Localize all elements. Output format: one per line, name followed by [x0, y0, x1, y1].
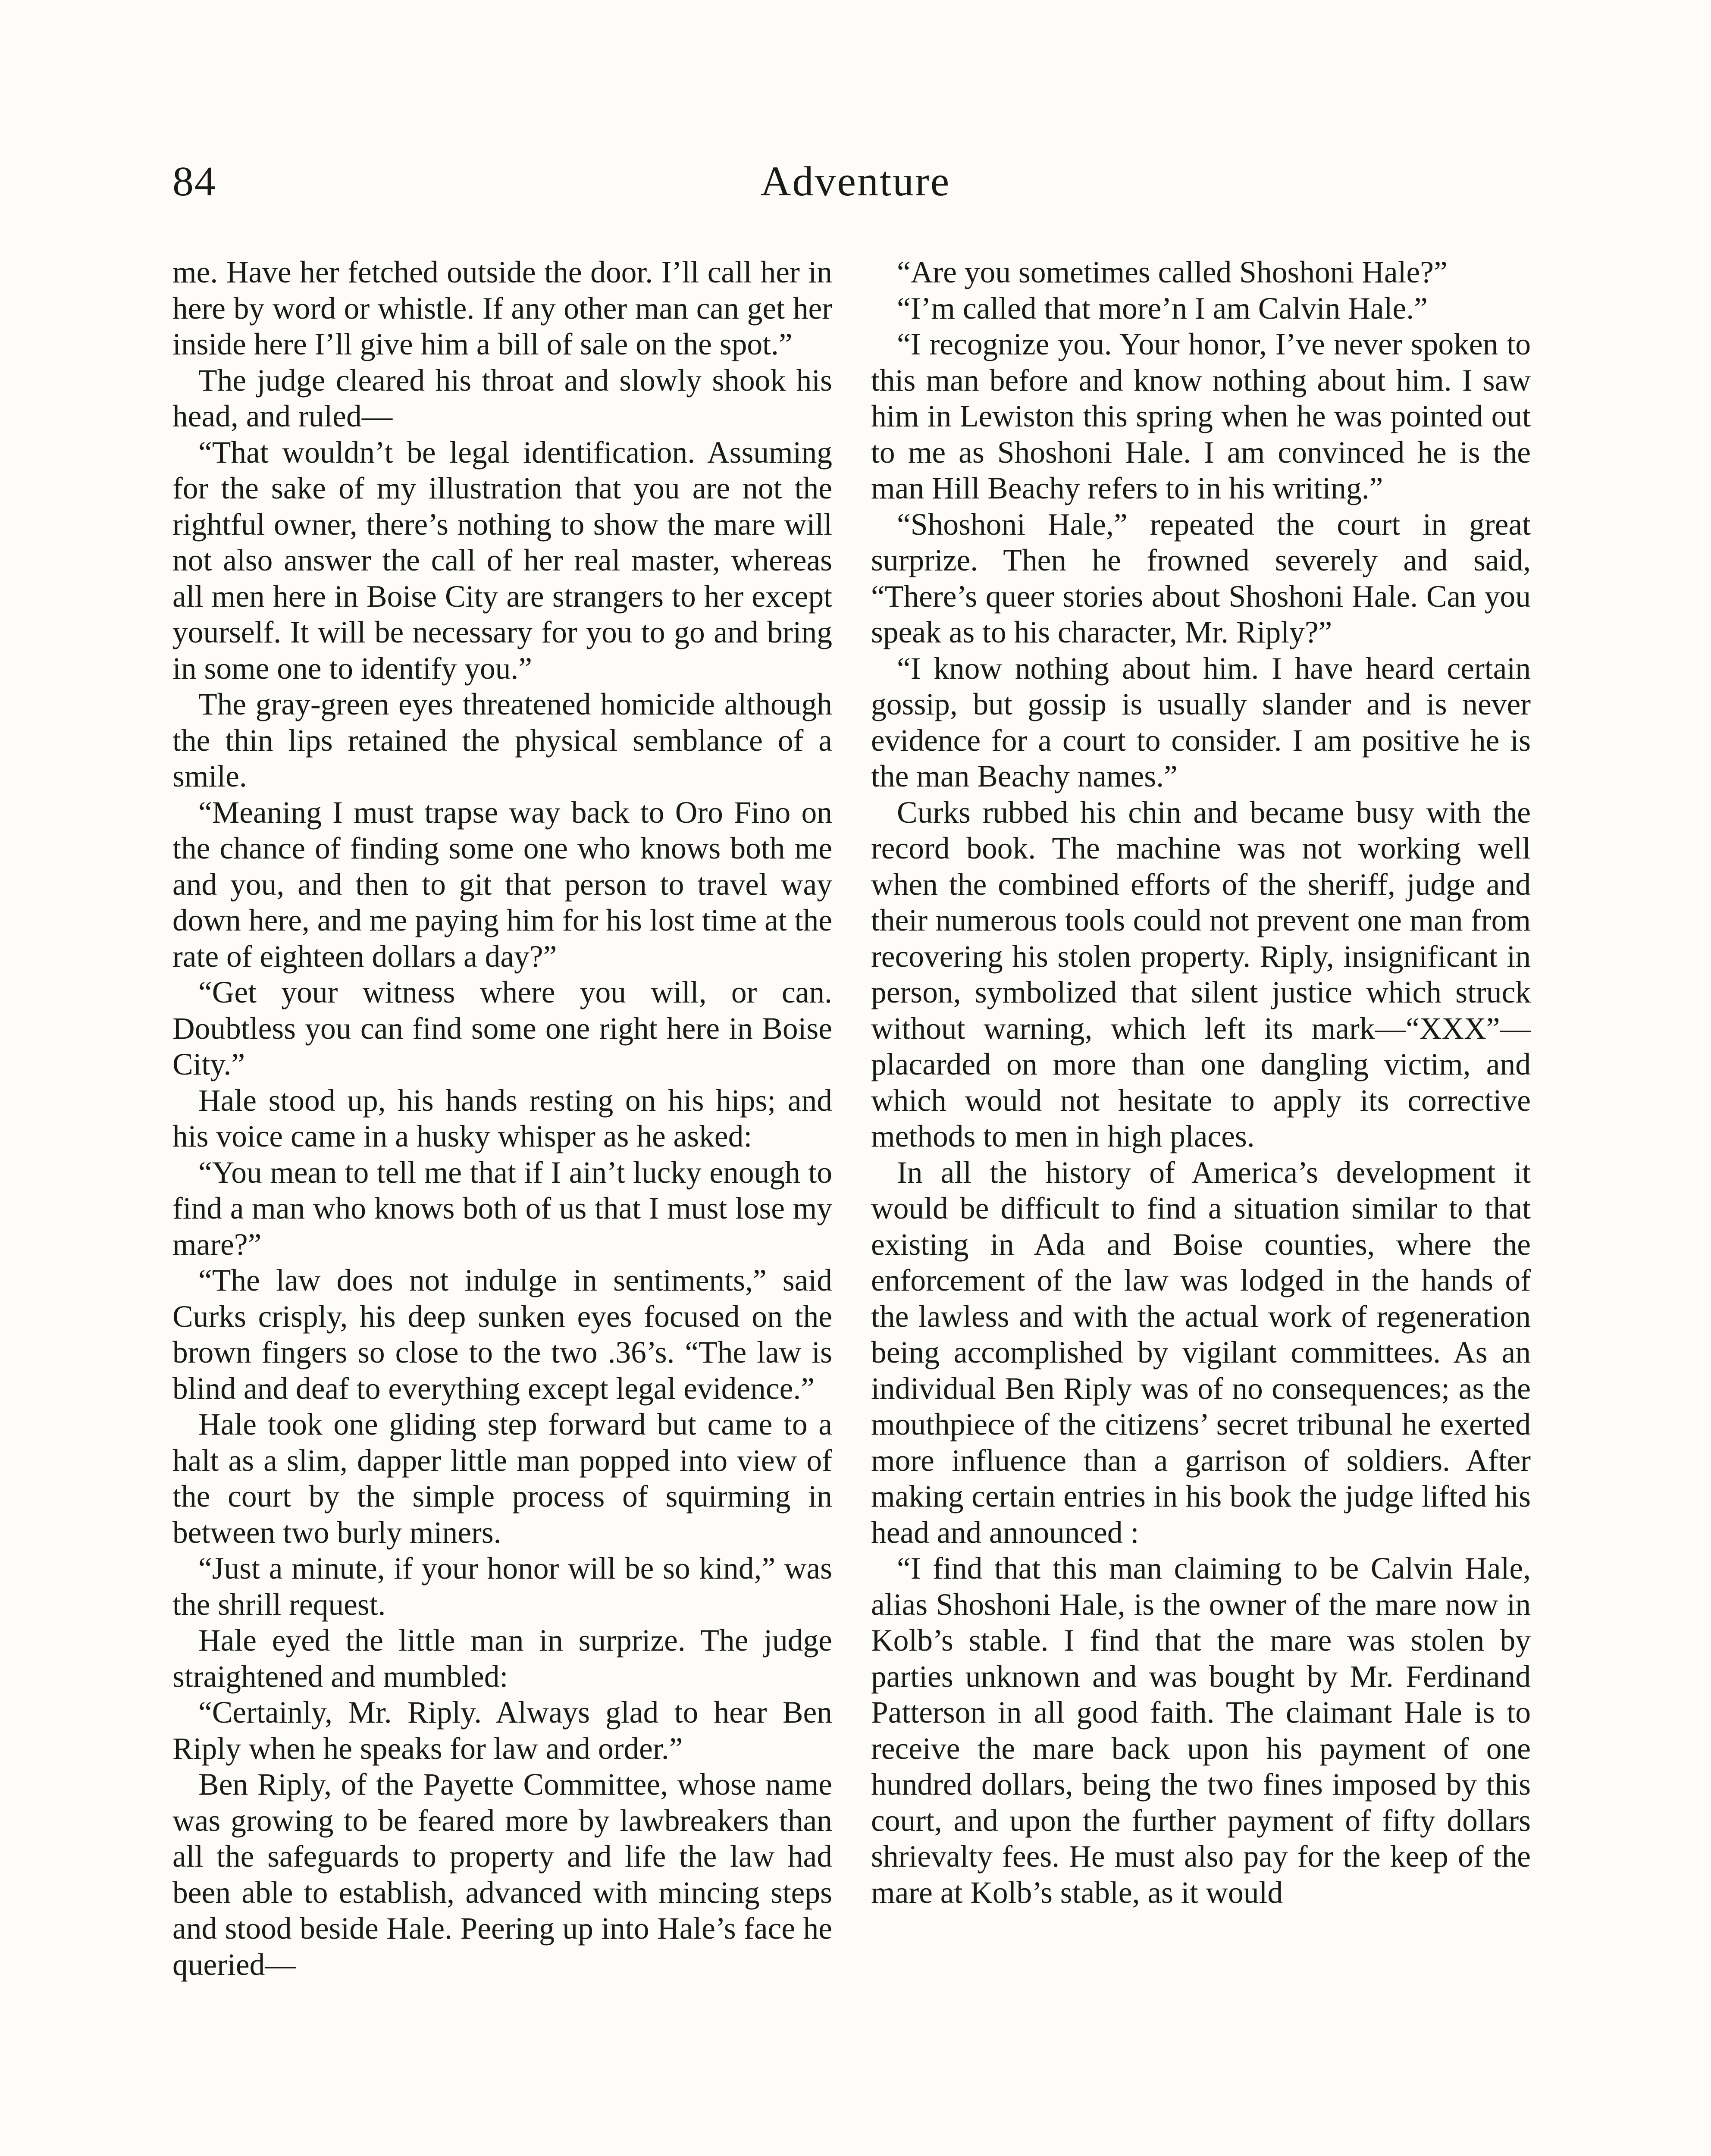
paragraph: “I’m called that more’n I am Calvin Hale.” [897, 291, 1428, 326]
paragraph: “Get your witness where you will, or can. Doubtless you can find some one right here in Boise City.” [172, 975, 832, 1081]
paragraph: Hale took one gliding step forward but came to a halt as a slim, dapper little man popped into view of the court by the simple process of squirming in between two burly miners. [172, 1407, 832, 1550]
running-title: Adventure [760, 158, 951, 205]
paragraph: “I find that this man claiming to be Calvin Hale, alias Shoshoni Hale, is the owner of the mare now in Kolb’s stable. I find that the mare was stolen by parties unknown and was bought by Mr. Ferdinand Patterson in all good faith. The claimant Hale is to receive the mare back upon his payment of one hundred dollars, being the two fines imposed by this court, and upon the further payment of fifty dollars shrievalty fees. He must also pay for the keep of the mare at Kolb’s stable, as it would [871, 1551, 1531, 1910]
page-number: 84 [172, 158, 216, 205]
paragraph: The judge cleared his throat and slowly shook his head, and ruled— [172, 363, 832, 433]
paragraph: The gray-green eyes threatened homicide although the thin lips retained the physical semblance of a smile. [172, 687, 832, 793]
paragraph: “Shoshoni Hale,” repeated the court in great surprize. Then he frowned severely and said, “There’s queer stories about Shoshoni Hale. Can you speak as to his character, Mr. Riply?” [871, 507, 1531, 649]
paragraph: “That wouldn’t be legal identification. Assuming for the sake of my illustration that you are not the rightful owner, there’s nothing to show the mare will not also answer the call of her real master, whereas all men here in Boise City are strangers to her except yourself. It will be necessary for you to go and bring in some one to identify you.” [172, 435, 832, 686]
paragraph: “You mean to tell me that if I ain’t lucky enough to find a man who knows both of us that I must lose my mare?” [172, 1155, 832, 1262]
paragraph: “Certainly, Mr. Riply. Always glad to hear Ben Riply when he speaks for law and order.” [172, 1695, 832, 1766]
paragraph: “Meaning I must trapse way back to Oro Fino on the chance of finding some one who knows both me and you, and then to git that person to travel way down here, and me paying him for his lost time at the rate of eighteen dollars a day?” [172, 795, 832, 974]
paragraph: Ben Riply, of the Payette Committee, whose name was growing to be feared more by lawbreakers than all the safeguards to property and life the law had been able to establish, advanced with mincing steps and stood beside Hale. Peering up into Hale’s face he queried— [172, 1767, 832, 1982]
paragraph: In all the history of America’s development it would be difficult to find a situation similar to that existing in Ada and Boise counties, where the enforcement of the law was lodged in the hands of the lawless and with the actual work of regeneration being accomplished by vigilant committees. As an individual Ben Riply was of no consequences; as the mouthpiece of the citizens’ secret tribunal he exerted more influence than a garrison of soldiers. After making certain entries in his book the judge lifted his head and announced : [871, 1155, 1531, 1550]
paragraph: Curks rubbed his chin and became busy with the record book. The machine was not working well when the combined efforts of the sheriff, judge and their numerous tools could not prevent one man from recovering his stolen property. Riply, insignificant in person, symbolized that silent justice which struck without warning, which left its mark—“XXX”—placarded on more than one dangling victim, and which would not hesitate to apply its corrective methods to men in high places. [871, 795, 1531, 1153]
paragraph: “I recognize you. Your honor, I’ve never spoken to this man before and know nothing about him. I saw him in Lewiston this spring when he was pointed out to me as Shoshoni Hale. I am convinced he is the man Hill Beachy refers to in his writing.” [871, 327, 1531, 505]
paragraph: “Just a minute, if your honor will be so kind,” was the shrill request. [172, 1551, 832, 1622]
left-column [172, 254, 832, 1983]
paragraph: Hale eyed the little man in surprize. The judge straightened and mumbled: [172, 1623, 832, 1694]
paragraph: “The law does not indulge in sentiments,” said Curks crisply, his deep sunken eyes focused on the brown fingers so close to the two .36’s. “The law is blind and deaf to everything except legal evidence.” [172, 1263, 832, 1406]
paragraph: Hale stood up, his hands resting on his hips; and his voice came in a husky whisper as he asked: [172, 1083, 832, 1153]
right-column [871, 254, 1531, 1911]
paragraph: me. Have her fetched outside the door. I’ll call her in here by word or whistle. If any other man can get her inside here I’ll give him a bill of sale on the spot.” [172, 255, 832, 361]
paragraph: “Are you sometimes called Shoshoni Hale?” [897, 255, 1448, 289]
paragraph: “I know nothing about him. I have heard certain gossip, but gossip is usually slander and is never evidence for a court to consider. I am positive he is the man Beachy names.” [871, 651, 1531, 793]
